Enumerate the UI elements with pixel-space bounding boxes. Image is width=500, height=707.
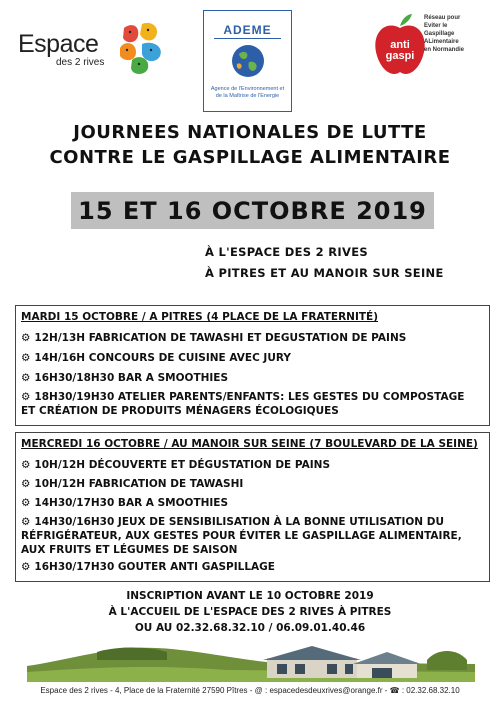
ademe-divider xyxy=(214,38,281,39)
globe-icon xyxy=(231,44,265,78)
location-line-2: À PITRES ET AU MANOIR SUR SEINE xyxy=(205,266,444,280)
reseau-line: Gaspillage xyxy=(424,31,455,37)
gear-icon: ⚙ xyxy=(21,497,31,509)
inscription-location: À L'ACCUEIL DE L'ESPACE DES 2 RIVES À PITRES xyxy=(108,606,392,618)
ademe-logo xyxy=(203,10,292,112)
colorful-figures-icon xyxy=(118,22,168,76)
program-item-text: 10H/12H DÉCOUVERTE ET DÉGUSTATION DE PAINS xyxy=(34,459,331,471)
inscription-deadline: INSCRIPTION AVANT LE 10 OCTOBRE 2019 xyxy=(126,590,374,602)
date-banner xyxy=(71,192,434,229)
reseau-text xyxy=(424,14,464,54)
reseau-line: en Normandie xyxy=(424,47,465,53)
gear-icon: ⚙ xyxy=(21,332,31,344)
espace-des-2-rives-logo xyxy=(18,32,118,76)
antigaspi-logo xyxy=(372,12,484,82)
footer-contact: Espace des 2 rives - 4, Place de la Fraternité 27590 Pîtres - @ : espacedesdeuxrives@orange.fr - ☎ : 02.32.68.32.10 xyxy=(40,686,460,695)
program-item xyxy=(21,351,291,365)
program-item-text: 14H/16H CONCOURS DE CUISINE AVEC JURY xyxy=(34,352,291,364)
program-item xyxy=(21,390,481,418)
program-item-text: 10H/12H FABRICATION DE TAWASHI xyxy=(34,478,244,490)
gear-icon: ⚙ xyxy=(21,391,31,403)
day-1-heading: MARDI 15 OCTOBRE / A PITRES (4 PLACE DE LA FRATERNITÉ) xyxy=(21,311,378,323)
day-2-heading: MERCREDI 16 OCTOBRE / AU MANOIR SUR SEINE (7 BOULEVARD DE LA SEINE) xyxy=(21,438,478,450)
antigaspi-word-gaspi: gaspi xyxy=(385,50,415,62)
espace-logo-subtitle: des 2 rives xyxy=(56,57,105,68)
ademe-caption: Agence de l'Environnement et de la Maîtrise de l'Energie xyxy=(210,86,285,99)
program-day-2 xyxy=(15,432,490,582)
program-item xyxy=(21,515,481,557)
gear-icon: ⚙ xyxy=(21,561,31,573)
espace-logo-title: Espace xyxy=(18,30,99,58)
gear-icon: ⚙ xyxy=(21,352,31,364)
reseau-line: Eviter le xyxy=(424,23,448,29)
reseau-line: Réseau pour xyxy=(424,15,461,21)
page-title-line-2: CONTRE LE GASPILLAGE ALIMENTAIRE xyxy=(49,147,451,168)
page-title-line-1: JOURNEES NATIONALES DE LUTTE xyxy=(73,122,427,143)
program-item xyxy=(21,560,275,574)
program-item xyxy=(21,458,330,472)
gear-icon: ⚙ xyxy=(21,372,31,384)
program-item xyxy=(21,371,228,385)
gear-icon: ⚙ xyxy=(21,459,31,471)
program-day-1 xyxy=(15,305,490,426)
ademe-wordmark: ADEME xyxy=(223,23,272,37)
program-item-text: 14H30/17H30 BAR A SMOOTHIES xyxy=(34,497,229,509)
program-item xyxy=(21,477,243,491)
program-item xyxy=(21,331,406,345)
program-item-text: 16H30/18H30 BAR A SMOOTHIES xyxy=(34,372,229,384)
program-item xyxy=(21,496,228,510)
event-dates: 15 ET 16 OCTOBRE 2019 xyxy=(78,197,427,225)
program-item-text: 14H30/16H30 JEUX DE SENSIBILISATION À LA BONNE UTILISATION DU RÉFRIGÉRATEUR, AUX GESTES POUR ÉVITER LE GASPILLAGE ALIMENTAIRE, AUX FRUITS ET LÉGUMES DE SAISON xyxy=(21,516,462,556)
reseau-line: ALimentaire xyxy=(424,39,459,45)
location-line-1: À L'ESPACE DES 2 RIVES xyxy=(205,245,368,259)
program-item-text: 12H/13H FABRICATION DE TAWASHI ET DEGUSTATION DE PAINS xyxy=(34,332,407,344)
gear-icon: ⚙ xyxy=(21,478,31,490)
inscription-phones: OU AU 02.32.68.32.10 / 06.09.01.40.46 xyxy=(134,622,366,634)
landscape-building-image xyxy=(27,640,475,682)
antigaspi-word-anti: anti xyxy=(390,39,410,51)
gear-icon: ⚙ xyxy=(21,516,31,528)
program-item-text: 18H30/19H30 ATELIER PARENTS/ENFANTS: LES GESTES DU COMPOSTAGE ET CRÉATION DE PRODUITS MÉNAGERS ÉCOLOGIQUES xyxy=(21,391,465,417)
program-item-text: 16H30/17H30 GOUTER ANTI GASPILLAGE xyxy=(34,561,275,573)
